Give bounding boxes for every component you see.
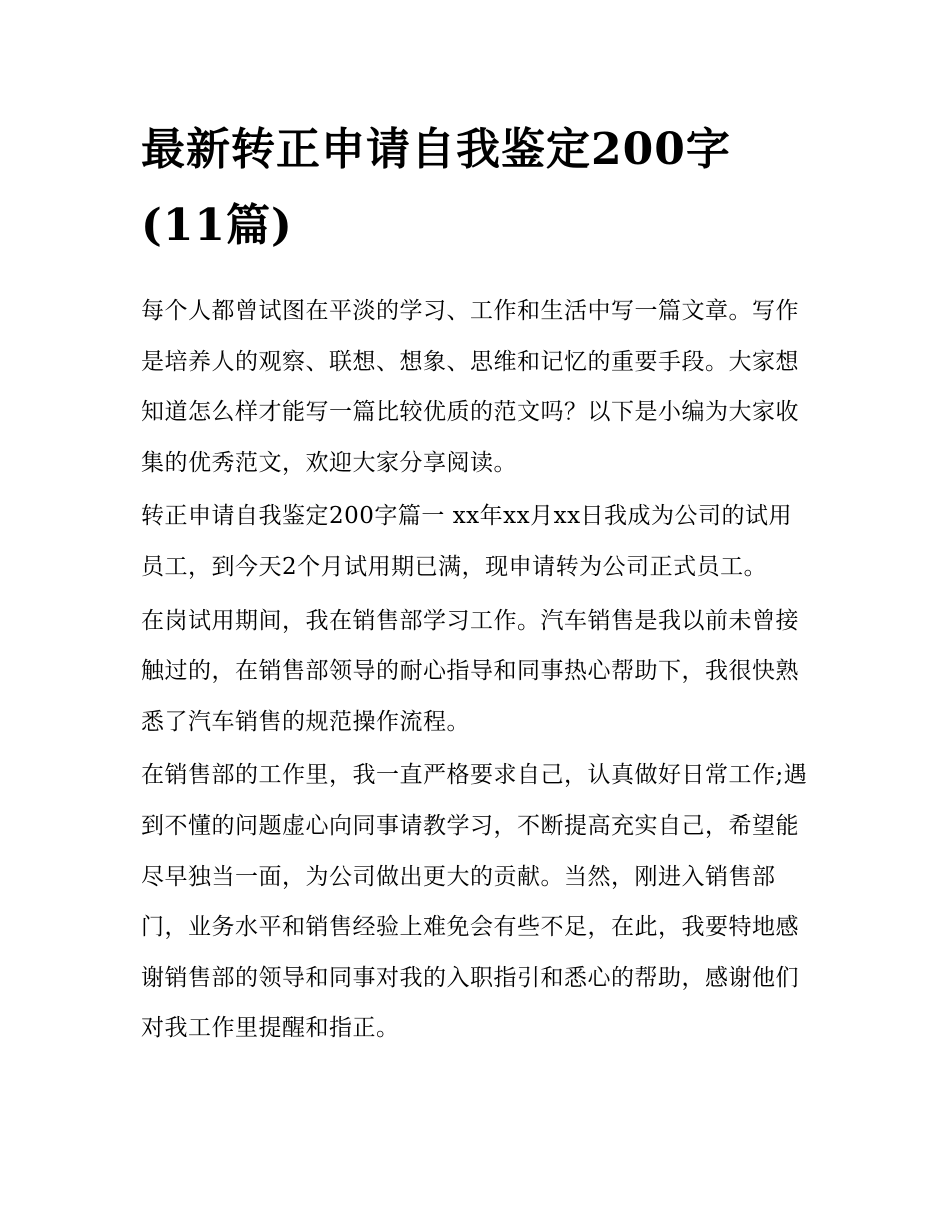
paragraph-1: 转正申请自我鉴定200字篇一 xx年xx月xx日我成为公司的试用员工，到今天2个月试用期已满，现申请转为公司正式员工。 [141,503,793,580]
paragraph-2: 在岗试用期间，我在销售部学习工作。汽车销售是我以前未曾接触过的，在销售部领导的耐心指导和同事热心帮助下，我很快熟悉了汽车销售的规范操作流程。 [141,607,799,735]
paragraph-intro: 每个人都曾试图在平淡的学习、工作和生活中写一篇文章。写作是培养人的观察、联想、想象、思维和记忆的重要手段。大家想知道怎么样才能写一篇比较优质的范文吗？以下是小编为大家收集的优秀范文，欢迎大家分享阅读。 [141,298,799,476]
page-title [141,112,813,264]
document-page [141,112,813,1057]
title-line-2: (11篇) [141,200,293,251]
title-line-1: 最新转正申请自我鉴定200字 [141,124,731,175]
paragraph-3: 在销售部的工作里，我一直严格要求自己，认真做好日常工作;遇到不懂的问题虚心向同事请教学习，不断提高充实自己，希望能尽早独当一面，为公司做出更大的贡献。当然，刚进入销售部门，业务水平和销售经验上难免会有些不足，在此，我要特地感谢销售部的领导和同事对我的入职指引和悉心的帮助，感谢他们对我工作里提醒和指正。 [141,762,808,1042]
